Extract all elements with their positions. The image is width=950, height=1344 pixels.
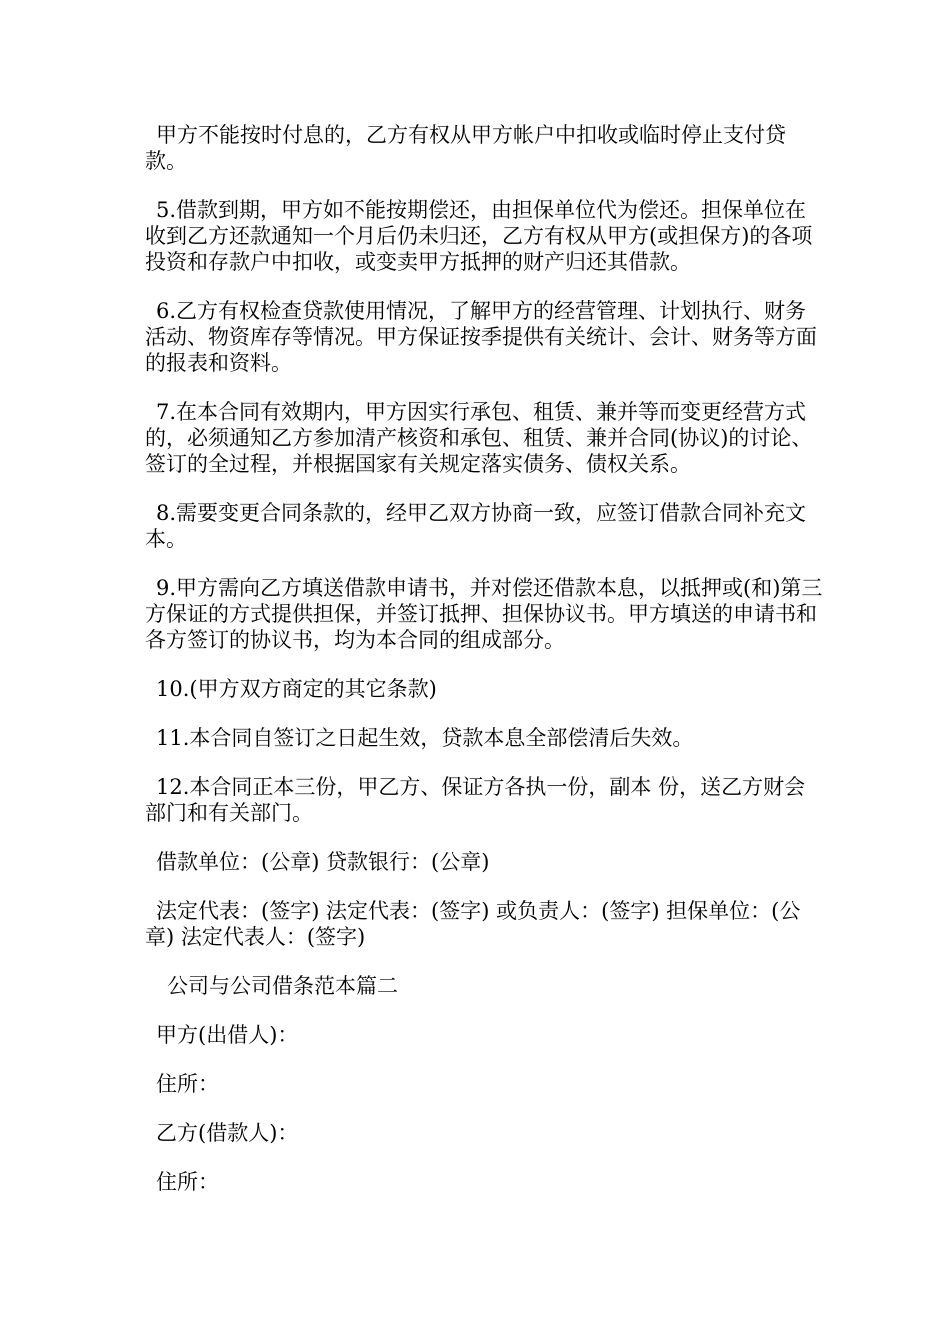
clause-11: 11.本合同自签订之日起生效，贷款本息全部偿清后失效。 xyxy=(156,726,694,750)
section-heading: 公司与公司借条范本篇二 xyxy=(167,974,398,998)
document-body xyxy=(145,122,825,1218)
clause-12: 12.本合同正本三份，甲乙方、保证方各执一份，副本 份，送乙方财会部门和有关部门。 xyxy=(145,775,806,825)
party-b-label: 乙方(借款人)： xyxy=(156,1121,299,1145)
signature-line-borrower-bank: 借款单位：(公章) 贷款银行：(公章) xyxy=(156,850,490,874)
clause-8: 8.需要变更合同条款的，经甲乙双方协商一致，应签订借款合同补充文本。 xyxy=(145,501,807,551)
clause-6: 6.乙方有权检查贷款使用情况，了解甲方的经营管理、计划执行、财务活动、物资库存等情况。甲方保证按季提供有关统计、会计、财务等方面的报表和资料。 xyxy=(145,299,817,375)
signature-line-representatives: 法定代表：(签字) 法定代表：(签字) 或负责人：(签字) 担保单位：(公章) 法定代表人：(签字) xyxy=(145,899,801,949)
party-a-label: 甲方(出借人)： xyxy=(156,1023,299,1047)
clause-7: 7.在本合同有效期内，甲方因实行承包、租赁、兼并等而变更经营方式的，必须通知乙方参加清产核资和承包、租赁、兼并合同(协议)的讨论、签订的全过程，并根据国家有关规定落实债务、债权关系。 xyxy=(145,400,813,476)
party-b-address-label: 住所： xyxy=(156,1170,219,1194)
paragraph-interest-deduction: 甲方不能按时付息的，乙方有权从甲方帐户中扣收或临时停止支付贷款。 xyxy=(145,123,786,173)
clause-10: 10.(甲方双方商定的其它条款) xyxy=(156,677,437,701)
clause-9: 9.甲方需向乙方填送借款申请书，并对偿还借款本息，以抵押或(和)第三方保证的方式提供担保，并签订抵押、担保协议书。甲方填送的申请书和各方签订的协议书，均为本合同的组成部分。 xyxy=(145,576,823,652)
clause-5: 5.借款到期，甲方如不能按期偿还，由担保单位代为偿还。担保单位在收到乙方还款通知一个月后仍未归还，乙方有权从甲方(或担保方)的各项投资和存款户中扣收，或变卖甲方抵押的财产归还其借款。 xyxy=(145,198,813,274)
party-a-address-label: 住所： xyxy=(156,1072,219,1096)
